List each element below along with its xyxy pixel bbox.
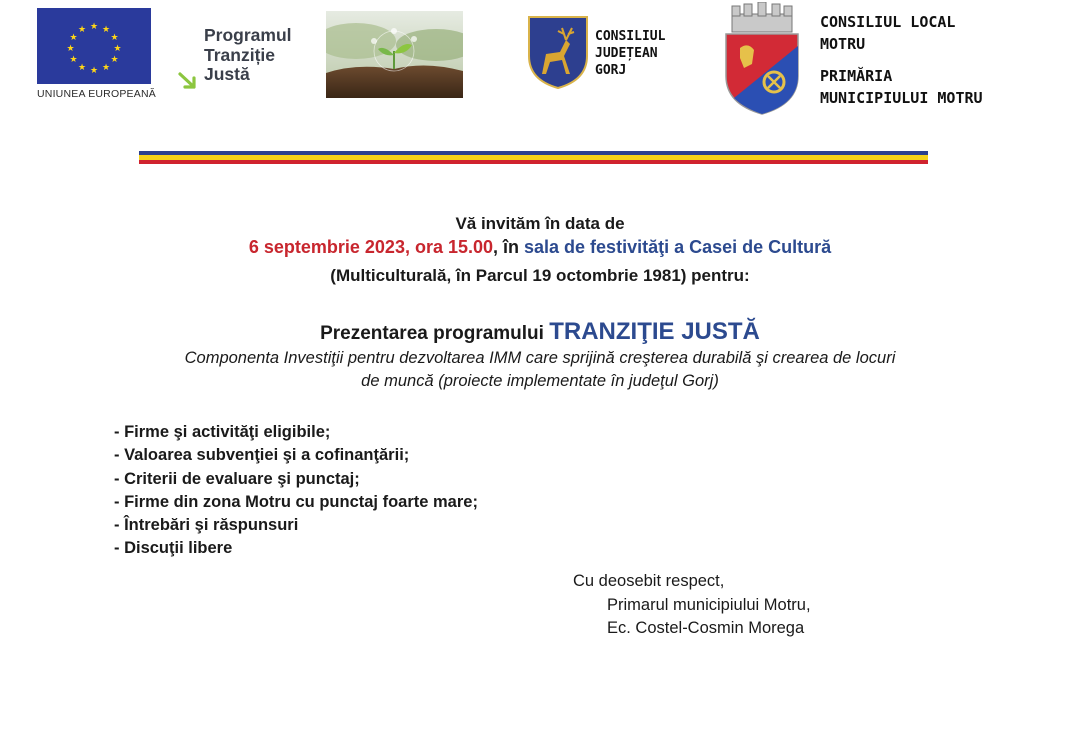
motru-logo-text <box>820 11 983 109</box>
motru-logo-line: MOTRU <box>820 35 866 53</box>
closing-greeting: Cu deosebit respect, <box>573 572 725 590</box>
eu-label: UNIUNEA EUROPEANĂ <box>37 88 156 100</box>
agenda-item: - Criterii de evaluare şi punctaj; <box>114 469 360 488</box>
agenda-list <box>114 421 478 561</box>
title-prefix: Prezentarea programului <box>320 323 550 344</box>
agenda-item: - Valoarea subvenţiei şi a cofinanţării; <box>114 446 410 465</box>
presentation-title <box>0 318 1080 346</box>
invitation-intro: Vă invităm în data de <box>455 214 625 233</box>
svg-text:★: ★ <box>110 33 119 43</box>
motru-logo-line: PRIMĂRIA <box>820 67 893 85</box>
invitation-date-venue <box>0 237 1080 258</box>
signature-block <box>573 570 811 641</box>
venue-detail: (Multiculturală, în Parcul 19 octombrie 1981) pentru: <box>330 266 750 285</box>
program-logo-text <box>204 26 292 85</box>
agenda-item: - Întrebări şi răspunsuri <box>114 516 299 535</box>
program-logo-line: Tranziție <box>204 44 275 65</box>
event-date: 6 septembrie 2023, ora 15.00 <box>248 237 494 257</box>
program-logo-line: Justă <box>204 64 250 84</box>
gorj-logo-line: JUDEȚEAN <box>595 46 658 61</box>
subtitle-line: de muncă (proiecte implementate în judeţul Gorj) <box>361 372 719 390</box>
svg-text:★: ★ <box>101 25 111 35</box>
motru-coat-of-arms-icon <box>722 2 802 116</box>
gorj-logo-line: CONSILIUL <box>595 29 666 44</box>
svg-text:★: ★ <box>110 55 119 65</box>
gorj-logo-line: GORJ <box>595 63 627 78</box>
arrow-icon <box>176 70 200 92</box>
gorj-coat-of-arms-icon <box>526 14 590 90</box>
svg-text:★: ★ <box>69 33 78 43</box>
eu-flag-logo <box>37 8 151 84</box>
signatory-name: Ec. Costel-Cosmin Morega <box>607 619 805 637</box>
tricolor-divider <box>139 151 928 164</box>
svg-text:★: ★ <box>66 44 75 54</box>
agenda-item: - Firme şi activităţi eligibile; <box>114 423 331 441</box>
subtitle-line: Componenta Investiţii pentru dezvoltarea IMM care sprijină creşterea durabilă şi crearea de locuri <box>184 349 896 367</box>
program-logo-line: Programul <box>204 25 292 45</box>
tricolor-red-band <box>139 160 928 164</box>
seedling-photo <box>326 11 463 98</box>
svg-text:★: ★ <box>69 55 78 65</box>
signatory-role: Primarul municipiului Motru, <box>607 595 811 614</box>
svg-text:★: ★ <box>101 63 111 73</box>
motru-logo-line: CONSILIUL LOCAL <box>820 13 956 31</box>
svg-text:★: ★ <box>77 63 87 73</box>
svg-text:★: ★ <box>113 44 122 54</box>
svg-text:★: ★ <box>77 25 87 35</box>
agenda-item: - Firme din zona Motru cu punctaj foarte mare; <box>114 492 478 511</box>
event-venue: sala de festivităţi a Casei de Cultură <box>524 237 832 257</box>
svg-text:★: ★ <box>89 22 99 32</box>
agenda-item: - Discuţii libere <box>114 539 233 558</box>
connector-text: , în <box>493 237 525 257</box>
gorj-logo-text <box>595 28 665 79</box>
program-name: TRANZIŢIE JUSTĂ <box>549 318 760 345</box>
motru-logo-line: MUNICIPIULUI MOTRU <box>820 89 983 107</box>
svg-text:★: ★ <box>89 66 99 76</box>
